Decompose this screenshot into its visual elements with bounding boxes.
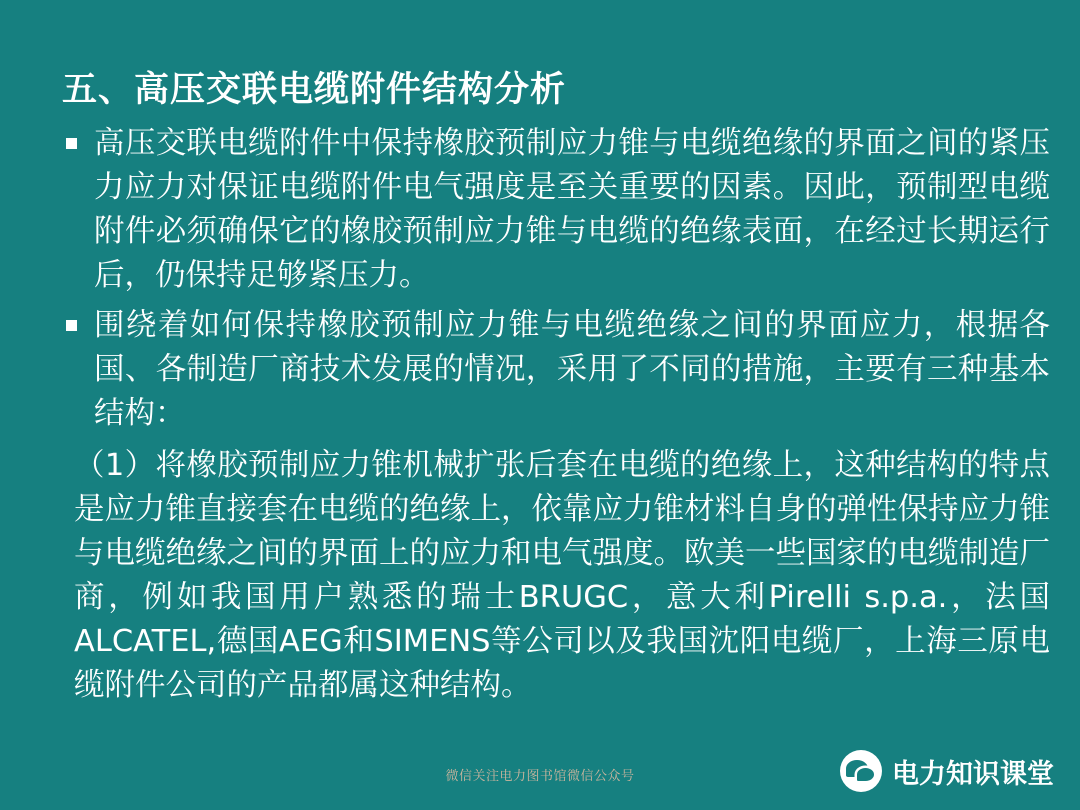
- paragraph-block: [60, 444, 1050, 708]
- square-bullet-icon: [60, 304, 94, 331]
- brand-logo: [840, 750, 1054, 792]
- bullet-text: 高压交联电缆附件中保持橡胶预制应力锥与电缆绝缘的界面之间的紧压力应力对保证电缆附件电气强度是至关重要的因素。因此，预制型电缆附件必须确保它的橡胶预制应力锥与电缆的绝缘表面，在经过长期运行后，仍保持足够紧压力。: [94, 126, 1050, 293]
- paragraph-text: （1）将橡胶预制应力锥机械扩张后套在电缆的绝缘上，这种结构的特点是应力锥直接套在电缆的绝缘上，依靠应力锥材料自身的弹性保持应力锥与电缆绝缘之间的界面上的应力和电气强度。欧美一些国家的电缆制造厂商，例如我国用户熟悉的瑞士BRUGC，意大利Pirelli s.p.a.，法国ALCATEL,德国AEG和SIMENS等公司以及我国沈阳电缆厂，上海三原电缆附件公司的产品都属这种结构。: [74, 448, 1050, 703]
- wechat-icon: [840, 750, 882, 792]
- list-item: [60, 122, 1050, 298]
- brand-label: 电力知识课堂: [892, 758, 1054, 790]
- bullet-text: 围绕着如何保持橡胶预制应力锥与电缆绝缘之间的界面应力，根据各国、各制造厂商技术发展的情况，采用了不同的措施，主要有三种基本结构：: [94, 308, 1050, 431]
- page-title: 五、高压交联电缆附件结构分析: [62, 70, 567, 110]
- list-item: [60, 304, 1050, 436]
- square-bullet-icon: [60, 122, 94, 149]
- body-content: [60, 122, 1050, 708]
- watermark-text: 微信关注电力图书馆微信公众号: [445, 769, 635, 784]
